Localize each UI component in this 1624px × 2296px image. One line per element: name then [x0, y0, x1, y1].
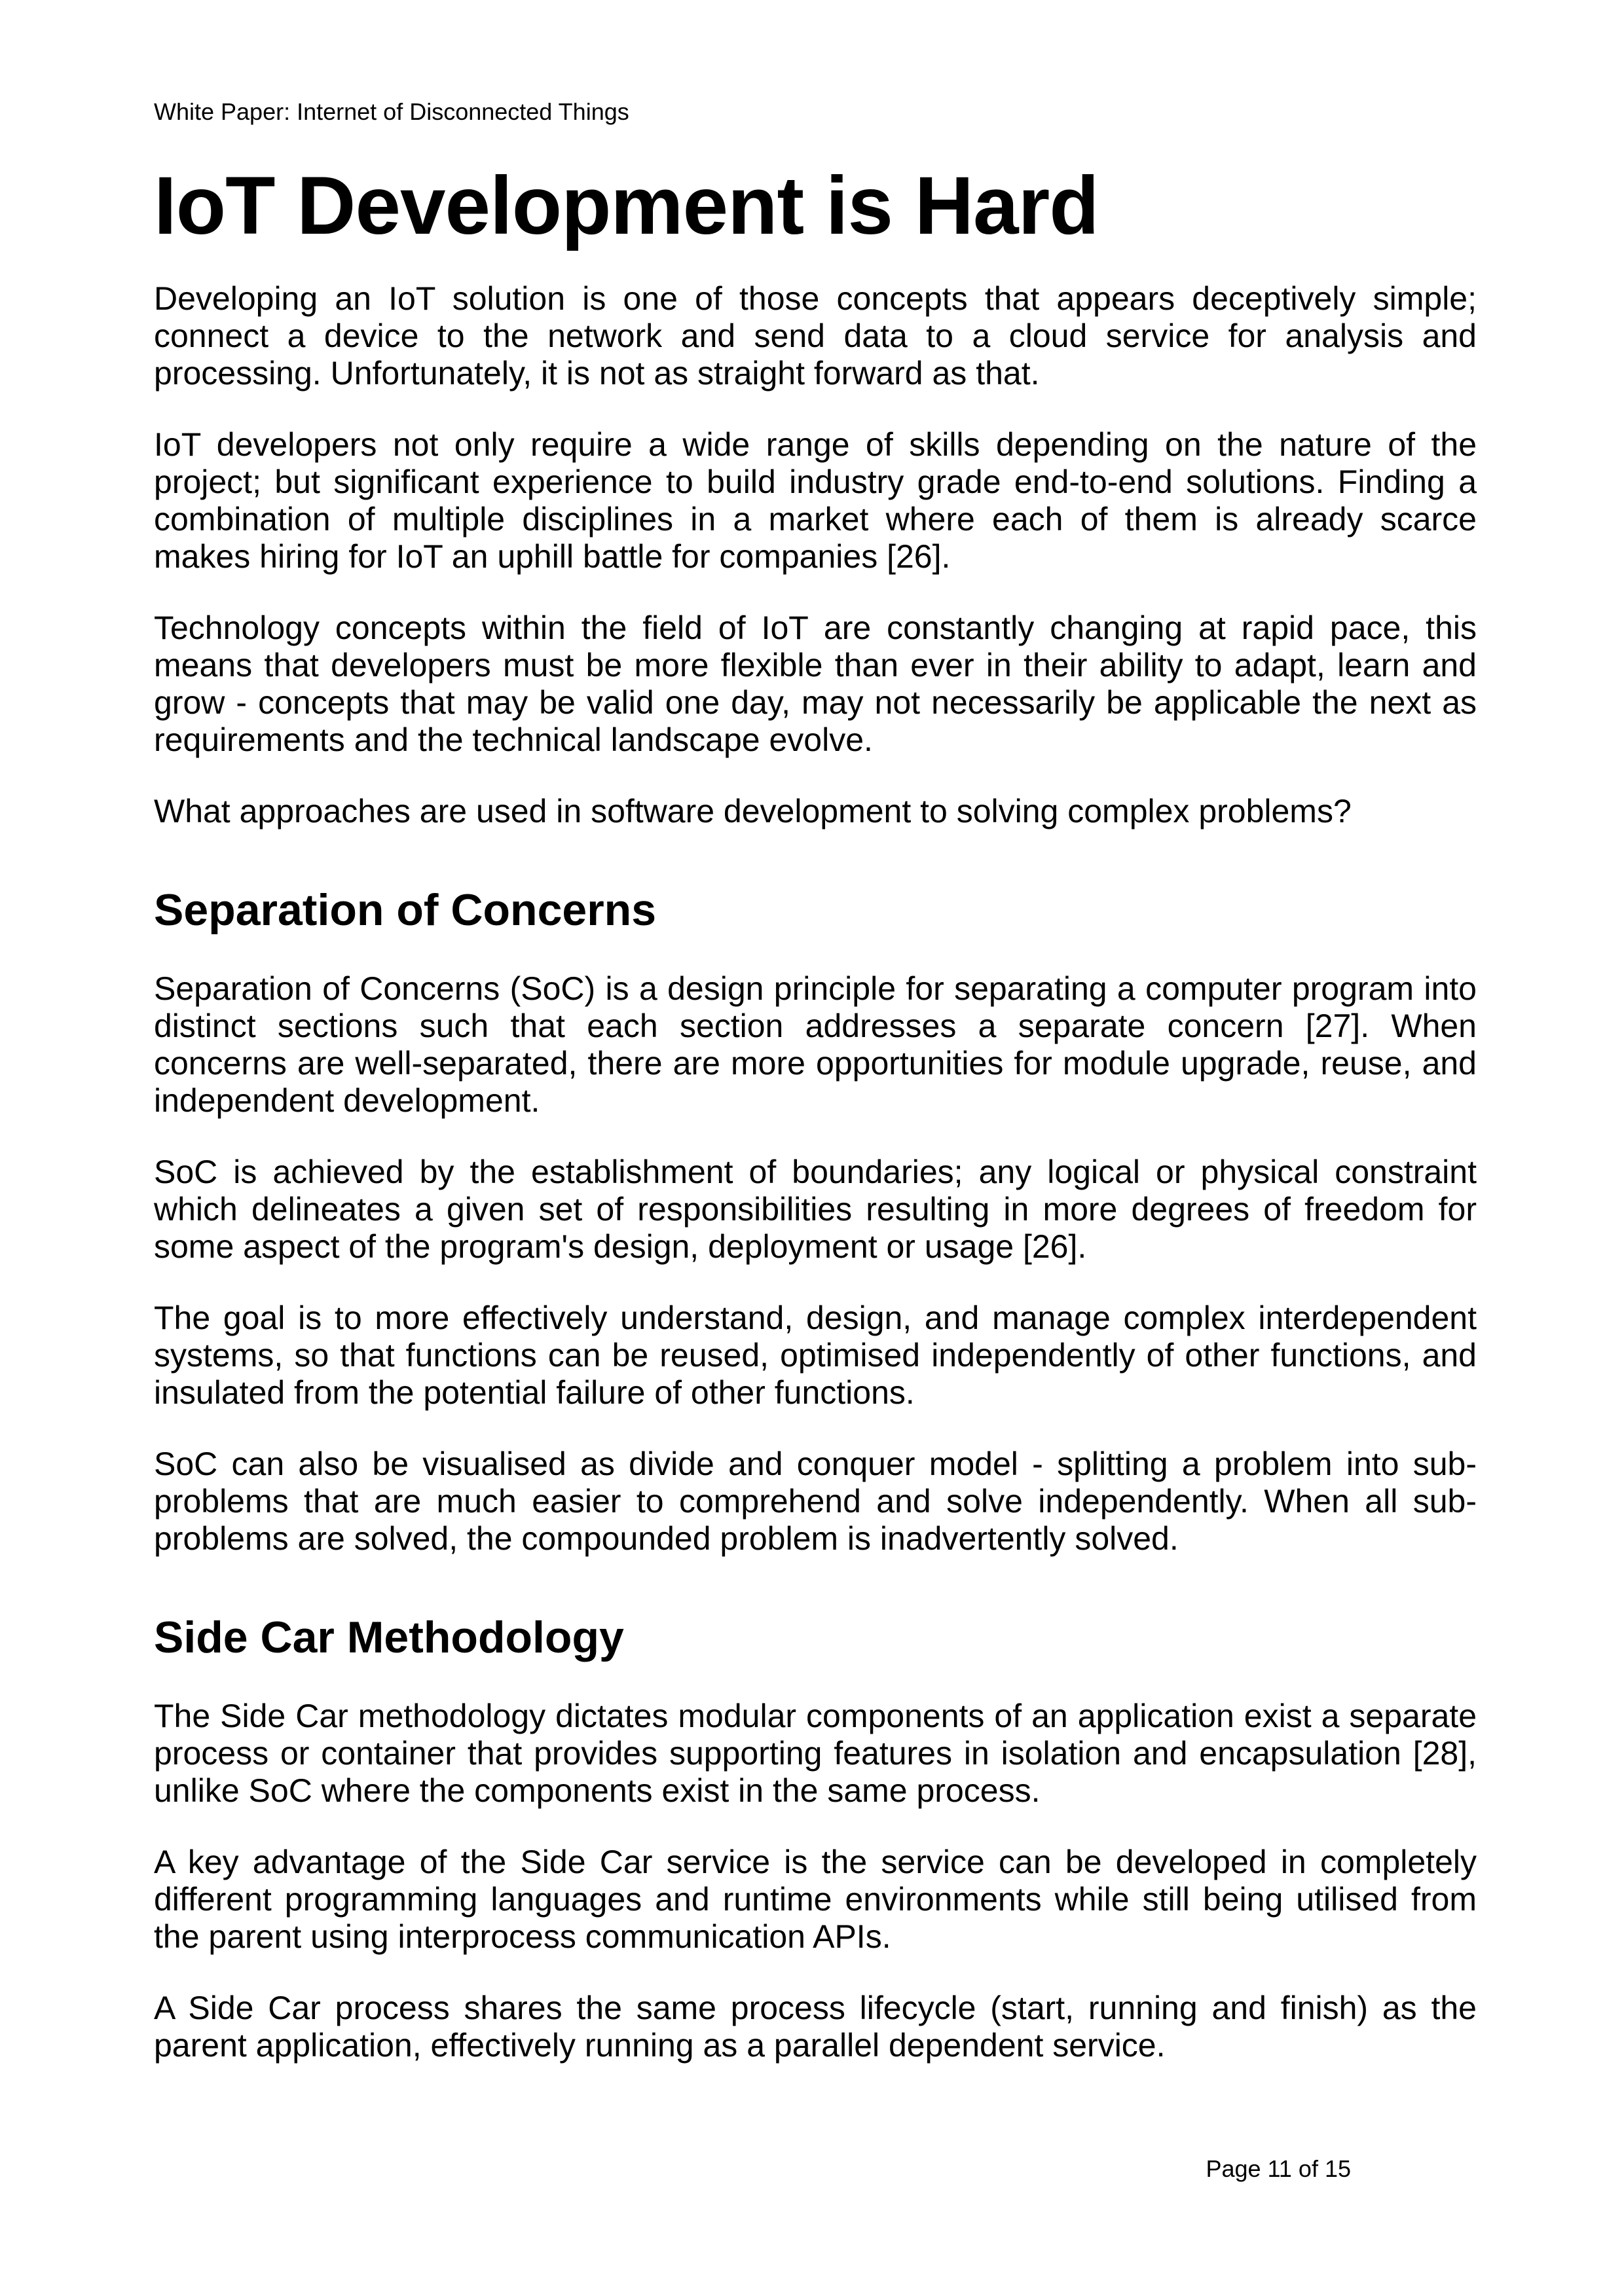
paragraph: What approaches are used in software development to solving complex problems?: [154, 793, 1352, 829]
paragraph: A key advantage of the Side Car service is the service can be developed in completely different programming languages and runtime environments while still being utilised from the parent using interprocess communication APIs.: [154, 1844, 1477, 1955]
paragraph: Developing an IoT solution is one of those concepts that appears deceptively simple; connect a device to the network and send data to a cloud service for analysis and processing. Unfortunately, it is not as straight forward as that.: [154, 280, 1477, 392]
paragraph: Technology concepts within the field of IoT are constantly changing at rapid pace, this means that developers must be more flexible than ever in their ability to adapt, learn and grow - concepts that may be valid one day, may not necessarily be applicable the next as requirements and the technical landscape evolve.: [154, 610, 1477, 758]
paragraph: SoC can also be visualised as divide and conquer model - splitting a problem into sub-problems that are much easier to comprehend and solve independently. When all sub-problems are solved, the compounded problem is inadvertently solved.: [154, 1446, 1477, 1557]
paragraph: IoT developers not only require a wide range of skills depending on the nature of the project; but significant experience to build industry grade end-to-end solutions. Finding a combination of multiple disciplines in a market where each of them is already scarce makes hiring for IoT an uphill battle for companies [26].: [154, 426, 1477, 575]
section-heading-separation-of-concerns: Separation of Concerns: [154, 885, 657, 935]
running-header: White Paper: Internet of Disconnected Things: [154, 98, 629, 125]
page-content: [154, 98, 1477, 2098]
paragraph: SoC is achieved by the establishment of boundaries; any logical or physical constraint which delineates a given set of responsibilities resulting in more degrees of freedom for some aspect of the program's design, deployment or usage [26].: [154, 1154, 1477, 1265]
paragraph: The goal is to more effectively understand, design, and manage complex interdependent systems, so that functions can be reused, optimised independently of other functions, and insulated from the potential failure of other functions.: [154, 1300, 1477, 1411]
section-heading-side-car-methodology: Side Car Methodology: [154, 1613, 624, 1662]
page-number: Page 11 of 15: [1206, 2155, 1351, 2182]
paragraph: A Side Car process shares the same process lifecycle (start, running and finish) as the parent application, effectively running as a parallel dependent service.: [154, 1990, 1477, 2064]
paragraph: Separation of Concerns (SoC) is a design principle for separating a computer program into distinct sections such that each section addresses a separate concern [27]. When concerns are well-separated, there are more opportunities for module upgrade, reuse, and independent development.: [154, 970, 1477, 1119]
paragraph: The Side Car methodology dictates modular components of an application exist a separate process or container that provides supporting features in isolation and encapsulation [28], unlike SoC where the components exist in the same process.: [154, 1698, 1477, 1809]
page-title: IoT Development is Hard: [154, 160, 1099, 251]
